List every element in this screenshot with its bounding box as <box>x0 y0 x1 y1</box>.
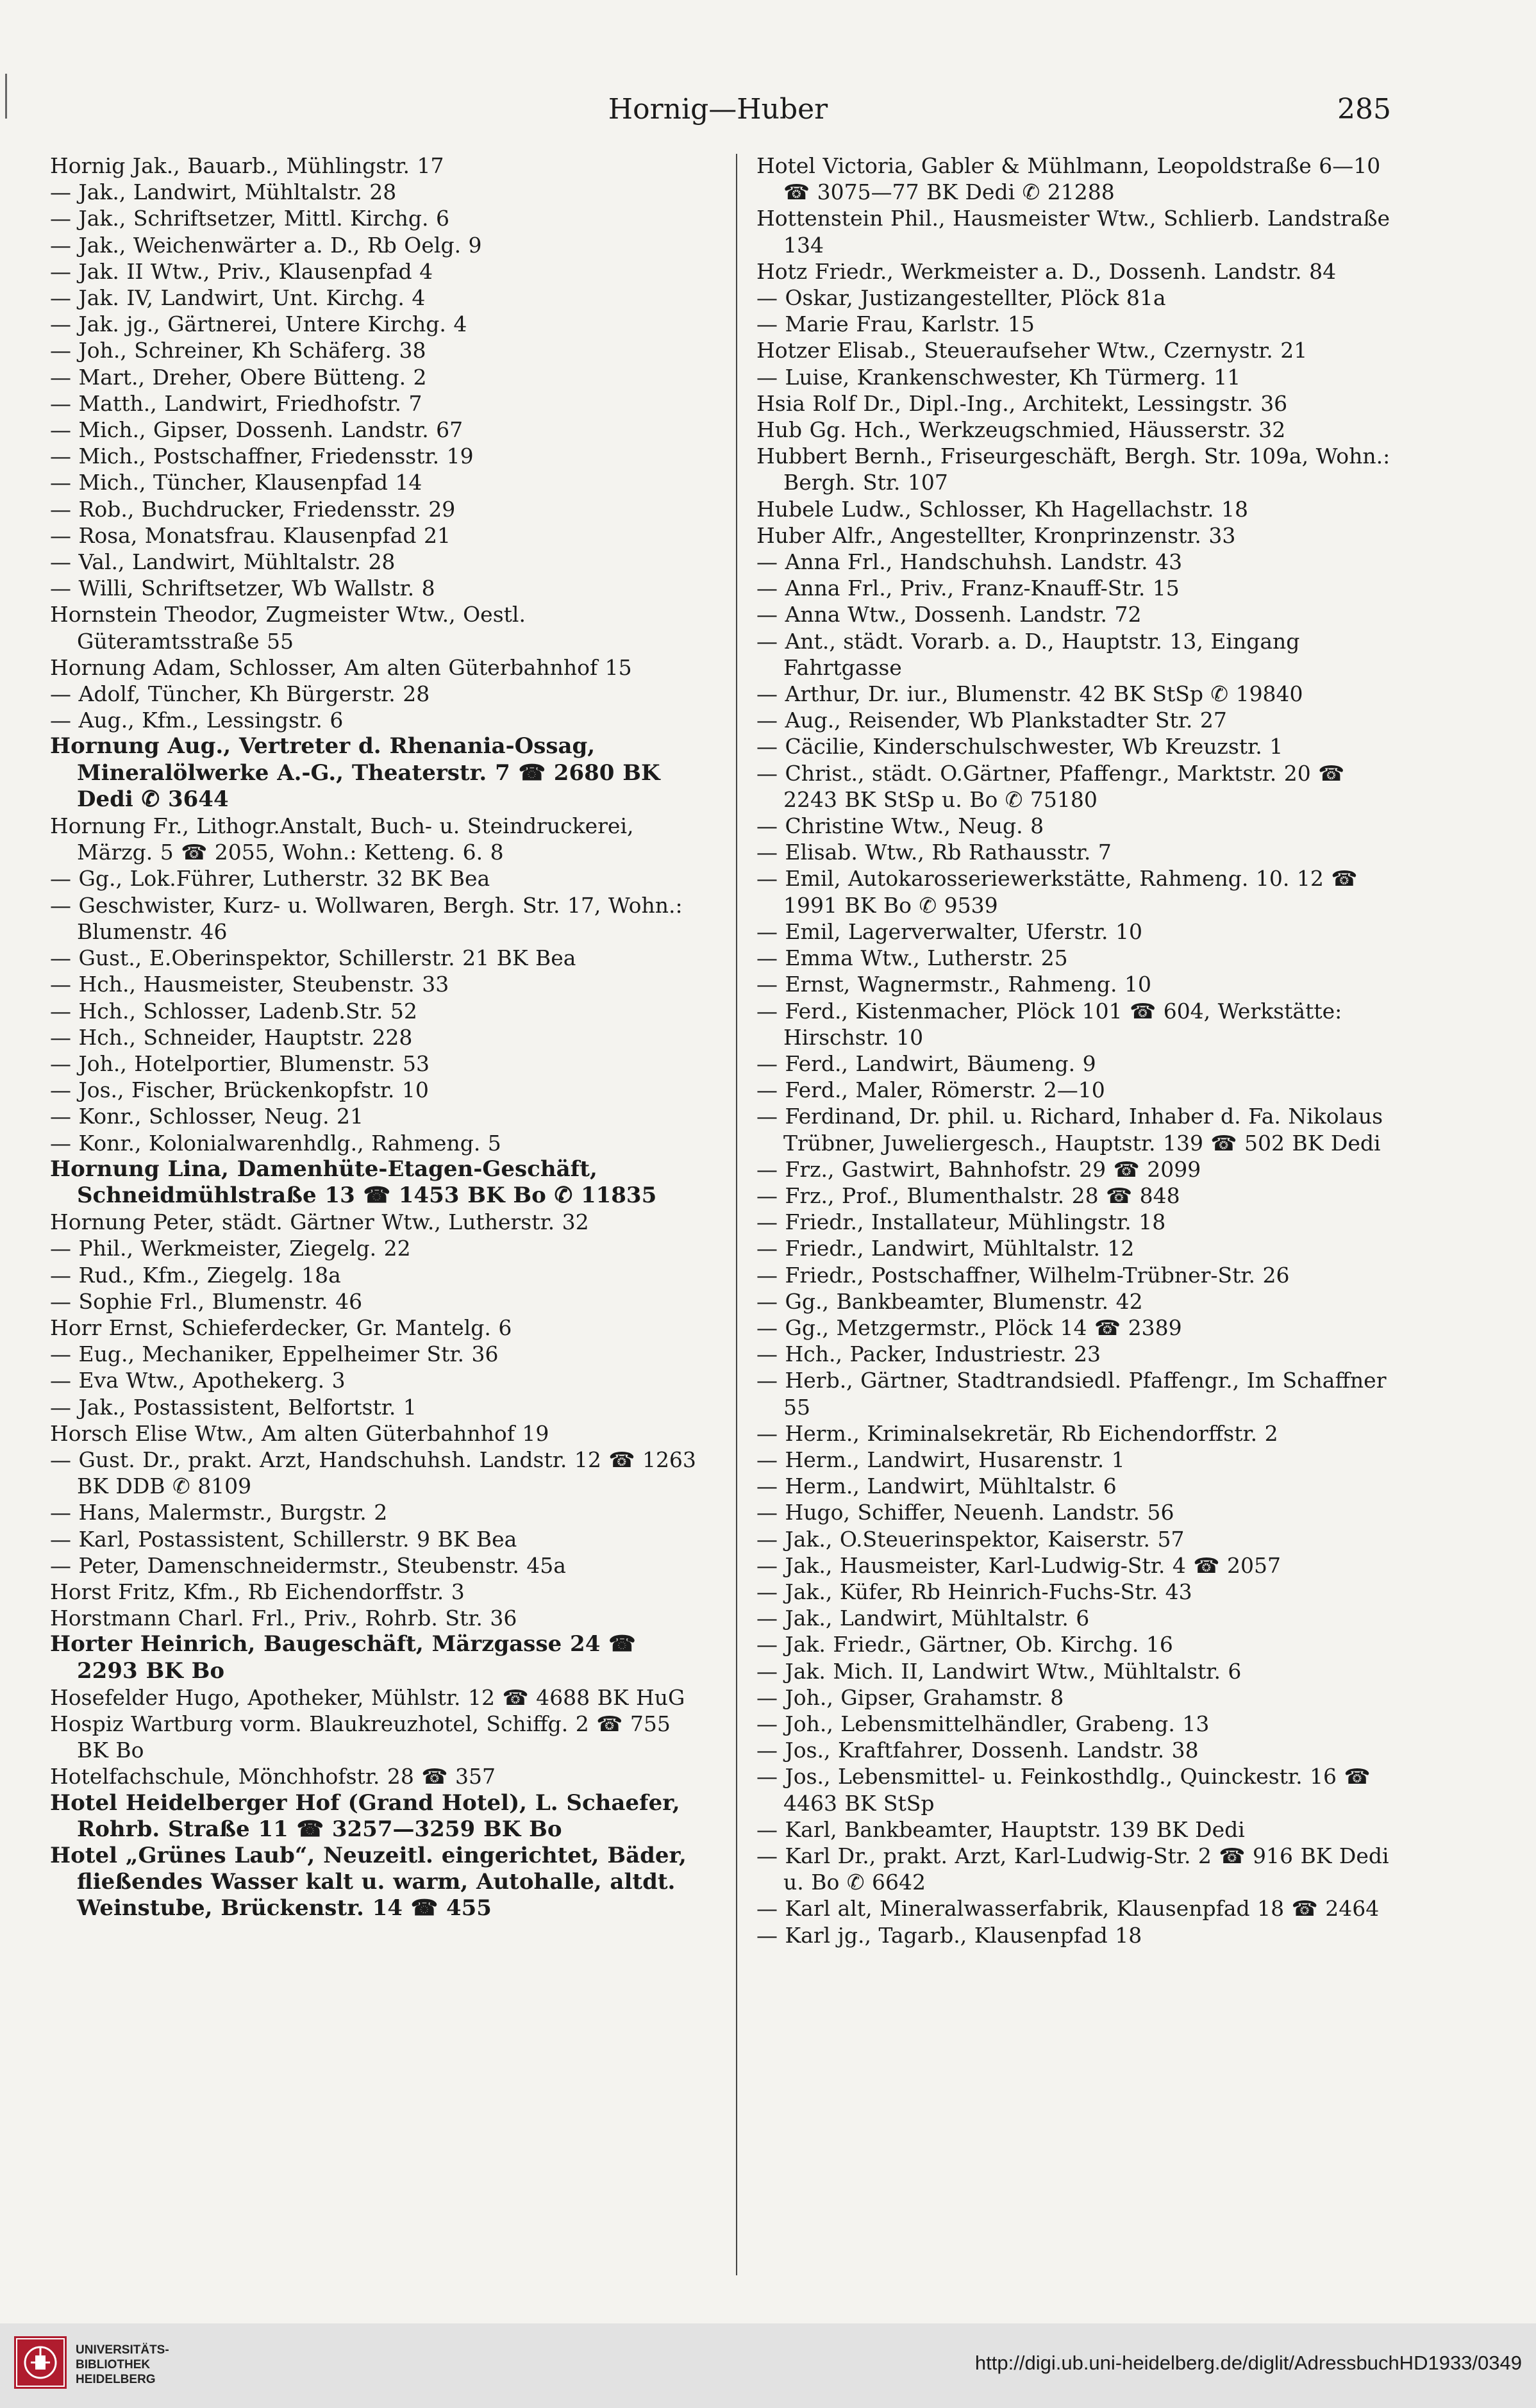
directory-entry: — Herb., Gärtner, Stadtrandsiedl. Pfaffengr., Im Schaffner 55 <box>756 1368 1387 1420</box>
directory-entry: Horter Heinrich, Baugeschäft, Märzgasse 24 ☎ 2293 BK Bo <box>50 1631 636 1684</box>
directory-entry: — Herm., Kriminalsekretär, Rb Eichendorffstr. 2 <box>756 1420 1278 1446</box>
directory-entry: — Frz., Prof., Blumenthalstr. 28 ☎ 848 <box>756 1183 1180 1208</box>
directory-entry: — Eug., Mechaniker, Eppelheimer Str. 36 <box>50 1341 499 1367</box>
directory-entry: — Eva Wtw., Apothekerg. 3 <box>50 1368 346 1393</box>
directory-entry: — Jak., Schriftsetzer, Mittl. Kirchg. 6 <box>50 206 449 231</box>
directory-entry: — Peter, Damenschneidermstr., Steubenstr. 45a <box>50 1552 566 1578</box>
directory-entry: — Elisab. Wtw., Rb Rathausstr. 7 <box>756 840 1112 865</box>
directory-entry: — Marie Frau, Karlstr. 15 <box>756 311 1035 337</box>
directory-entry: — Rob., Buchdrucker, Friedensstr. 29 <box>50 496 456 522</box>
directory-entry: — Hch., Hausmeister, Steubenstr. 33 <box>50 972 449 997</box>
directory-entry: — Willi, Schriftsetzer, Wb Wallstr. 8 <box>50 576 435 601</box>
directory-entry: — Mich., Gipser, Dossenh. Landstr. 67 <box>50 417 463 443</box>
directory-entry: — Gust. Dr., prakt. Arzt, Handschuhsh. Landstr. 12 ☎ 1263 BK DDB ✆ 8109 <box>50 1447 696 1499</box>
directory-entry: — Jak. II Wtw., Priv., Klausenpfad 4 <box>50 258 433 284</box>
directory-entry: Hub Gg. Hch., Werkzeugschmied, Häusserstr. 32 <box>756 417 1286 443</box>
directory-entry: Horsch Elise Wtw., Am alten Güterbahnhof 19 <box>50 1420 549 1446</box>
directory-entry: — Emil, Autokarosseriewerkstätte, Rahmeng. 10. 12 ☎ 1991 BK Bo ✆ 9539 <box>756 866 1358 918</box>
directory-entry: — Hugo, Schiffer, Neuenh. Landstr. 56 <box>756 1500 1174 1525</box>
directory-entry: — Joh., Lebensmittelhändler, Grabeng. 13 <box>756 1711 1210 1736</box>
directory-entry: Hotz Friedr., Werkmeister a. D., Dossenh. Landstr. 84 <box>756 258 1337 284</box>
directory-entry: — Gg., Bankbeamter, Blumenstr. 42 <box>756 1288 1143 1314</box>
directory-entry: — Gg., Metzgermstr., Plöck 14 ☎ 2389 <box>756 1315 1182 1340</box>
directory-entry: — Ferd., Landwirt, Bäumeng. 9 <box>756 1050 1096 1076</box>
directory-entry: — Hch., Schlosser, Ladenb.Str. 52 <box>50 998 417 1024</box>
directory-entry: — Friedr., Postschaffner, Wilhelm-Trübner-Str. 26 <box>756 1262 1290 1288</box>
directory-entry: — Adolf, Tüncher, Kh Bürgerstr. 28 <box>50 681 430 707</box>
directory-entry: Hornung Lina, Damenhüte-Etagen-Geschäft, Schneidmühlstraße 13 ☎ 1453 BK Bo ✆ 11835 <box>50 1156 657 1208</box>
directory-entry: — Hch., Schneider, Hauptstr. 228 <box>50 1024 413 1050</box>
directory-entry: Hospiz Wartburg vorm. Blaukreuzhotel, Schiffg. 2 ☎ 755 BK Bo <box>50 1711 671 1763</box>
directory-entry: — Emil, Lagerverwalter, Uferstr. 10 <box>756 918 1142 944</box>
directory-entry: Hornung Adam, Schlosser, Am alten Güterbahnhof 15 <box>50 654 632 680</box>
directory-entry: Huber Alfr., Angestellter, Kronprinzenstr. 33 <box>756 522 1236 548</box>
directory-entry: Hsia Rolf Dr., Dipl.-Ing., Architekt, Lessingstr. 36 <box>756 390 1288 416</box>
directory-entry: — Jak. Mich. II, Landwirt Wtw., Mühltalstr. 6 <box>756 1658 1242 1684</box>
directory-entry: Hornstein Theodor, Zugmeister Wtw., Oestl. Güteramtsstraße 55 <box>50 602 526 654</box>
library-name-line: UNIVERSITÄTS- <box>76 2343 169 2357</box>
directory-entry: — Ernst, Wagnermstr., Rahmeng. 10 <box>756 972 1151 997</box>
directory-entry: Horst Fritz, Kfm., Rb Eichendorffstr. 3 <box>50 1579 465 1604</box>
right-column <box>756 153 1404 1948</box>
library-name-line: HEIDELBERG <box>76 2373 156 2386</box>
directory-entry: — Friedr., Installateur, Mühlingstr. 18 <box>756 1209 1166 1235</box>
directory-entry: — Ferd., Maler, Römerstr. 2—10 <box>756 1077 1105 1103</box>
directory-entry: — Oskar, Justizangestellter, Plöck 81a <box>756 285 1166 311</box>
directory-entry: — Aug., Reisender, Wb Plankstadter Str. 27 <box>756 708 1227 733</box>
directory-entry: Hotel Victoria, Gabler & Mühlmann, Leopoldstraße 6—10 ☎ 3075—77 BK Dedi ✆ 21288 <box>756 153 1381 205</box>
directory-entry: — Val., Landwirt, Mühltalstr. 28 <box>50 549 396 575</box>
directory-entry: — Arthur, Dr. iur., Blumenstr. 42 BK StSp ✆ 19840 <box>756 681 1303 707</box>
directory-entry: — Mart., Dreher, Obere Bütteng. 2 <box>50 364 427 390</box>
directory-entry: — Jak. IV, Landwirt, Unt. Kirchg. 4 <box>50 285 426 311</box>
directory-entry: Hubele Ludw., Schlosser, Kh Hagellachstr. 18 <box>756 496 1248 522</box>
directory-entry: Hosefelder Hugo, Apotheker, Mühlstr. 12 ☎ 4688 BK HuG <box>50 1684 685 1710</box>
directory-entry: — Mich., Tüncher, Klausenpfad 14 <box>50 470 422 495</box>
directory-entry: — Konr., Kolonialwarenhdlg., Rahmeng. 5 <box>50 1130 501 1156</box>
directory-entry: — Christine Wtw., Neug. 8 <box>756 813 1044 839</box>
directory-entry: — Jak., Postassistent, Belfortstr. 1 <box>50 1394 417 1420</box>
column-divider <box>736 154 737 2275</box>
directory-entry: — Karl alt, Mineralwasserfabrik, Klausenpfad 18 ☎ 2464 <box>756 1896 1380 1922</box>
directory-entry: — Jos., Fischer, Brückenkopfstr. 10 <box>50 1077 429 1103</box>
page-header <box>45 93 1391 131</box>
directory-entry: — Jak., O.Steuerinspektor, Kaiserstr. 57 <box>756 1526 1185 1552</box>
directory-entry: — Jak. Friedr., Gärtner, Ob. Kirchg. 16 <box>756 1632 1173 1657</box>
directory-entry: — Emma Wtw., Lutherstr. 25 <box>756 945 1068 971</box>
directory-entry: — Luise, Krankenschwester, Kh Türmerg. 11 <box>756 364 1241 390</box>
directory-entry: — Anna Frl., Handschuhsh. Landstr. 43 <box>756 549 1183 575</box>
running-title: Hornig—Huber <box>608 93 828 126</box>
directory-entry: — Frz., Gastwirt, Bahnhofstr. 29 ☎ 2099 <box>756 1156 1201 1182</box>
directory-entry: — Gg., Lok.Führer, Lutherstr. 32 BK Bea <box>50 866 490 892</box>
margin-mark <box>5 74 7 119</box>
page-number: 285 <box>1337 93 1391 126</box>
library-name-line: BIBLIOTHEK <box>76 2358 151 2371</box>
directory-entry: Hubbert Bernh., Friseurgeschäft, Bergh. Str. 109a, Wohn.: Bergh. Str. 107 <box>756 444 1390 495</box>
directory-entry: — Geschwister, Kurz- u. Wollwaren, Bergh. Str. 17, Wohn.: Blumenstr. 46 <box>50 892 683 944</box>
library-name <box>76 2343 217 2387</box>
directory-entry: Horstmann Charl. Frl., Priv., Rohrb. Str. 36 <box>50 1606 517 1631</box>
directory-entry: Hottenstein Phil., Hausmeister Wtw., Schlierb. Landstraße 134 <box>756 206 1390 258</box>
directory-entry: — Jak., Küfer, Rb Heinrich-Fuchs-Str. 43 <box>756 1579 1192 1604</box>
directory-entry: — Karl Dr., prakt. Arzt, Karl-Ludwig-Str. 2 ☎ 916 BK Dedi u. Bo ✆ 6642 <box>756 1843 1389 1895</box>
directory-entry: — Ferd., Kistenmacher, Plöck 101 ☎ 604, Werkstätte: Hirschstr. 10 <box>756 998 1342 1050</box>
left-column <box>50 153 697 1922</box>
directory-entry: — Sophie Frl., Blumenstr. 46 <box>50 1288 363 1314</box>
directory-entry: — Joh., Schreiner, Kh Schäferg. 38 <box>50 338 426 363</box>
directory-entry: Hornung Aug., Vertreter d. Rhenania-Ossag, Mineralölwerke A.-G., Theaterstr. 7 ☎ 2680 BK Dedi ✆ 3644 <box>50 733 660 812</box>
directory-entry: — Karl, Bankbeamter, Hauptstr. 139 BK Dedi <box>756 1816 1245 1842</box>
directory-entry: — Cäcilie, Kinderschulschwester, Wb Kreuzstr. 1 <box>756 734 1283 760</box>
directory-entry: — Jak., Hausmeister, Karl-Ludwig-Str. 4 ☎ 2057 <box>756 1552 1281 1578</box>
directory-entry: — Hch., Packer, Industriestr. 23 <box>756 1341 1101 1367</box>
directory-entry: — Gust., E.Oberinspektor, Schillerstr. 21 BK Bea <box>50 945 576 971</box>
directory-entry: — Anna Frl., Priv., Franz-Knauff-Str. 15 <box>756 576 1180 601</box>
directory-entry: — Jak., Landwirt, Mühltalstr. 28 <box>50 179 397 205</box>
directory-entry: — Hans, Malermstr., Burgstr. 2 <box>50 1500 388 1525</box>
directory-entry: Hornung Fr., Lithogr.Anstalt, Buch- u. Steindruckerei, Märzg. 5 ☎ 2055, Wohn.: Ketteng. 6. 8 <box>50 813 634 865</box>
directory-entry: — Karl, Postassistent, Schillerstr. 9 BK Bea <box>50 1526 517 1552</box>
footer-bar <box>0 2323 1536 2408</box>
directory-entry: — Jos., Kraftfahrer, Dossenh. Landstr. 38 <box>756 1738 1199 1763</box>
directory-entry: Hornung Peter, städt. Gärtner Wtw., Lutherstr. 32 <box>50 1209 589 1235</box>
directory-entry: — Jos., Lebensmittel- u. Feinkosthdlg., Quinckestr. 16 ☎ 4463 BK StSp <box>756 1764 1371 1816</box>
directory-entry: — Friedr., Landwirt, Mühltalstr. 12 <box>756 1236 1135 1261</box>
source-url-link[interactable]: http://digi.ub.uni-heidelberg.de/diglit/AdressbuchHD1933/0349 <box>974 2352 1522 2374</box>
directory-entry: — Matth., Landwirt, Friedhofstr. 7 <box>50 390 422 416</box>
directory-entry: Hotzer Elisab., Steueraufseher Wtw., Czernystr. 21 <box>756 338 1308 363</box>
directory-entry: — Ant., städt. Vorarb. a. D., Hauptstr. 13, Eingang Fahrtgasse <box>756 628 1300 680</box>
directory-entry: — Aug., Kfm., Lessingstr. 6 <box>50 708 344 733</box>
directory-entry: — Karl jg., Tagarb., Klausenpfad 18 <box>756 1922 1142 1948</box>
directory-entry: Hotel „Grünes Laub“, Neuzeitl. eingerichtet, Bäder, fließendes Wasser kalt u. warm, Autohalle, altdt. Weinstube, Brückenstr. 14 ☎ 455 <box>50 1843 687 1922</box>
directory-entry: — Konr., Schlosser, Neug. 21 <box>50 1104 364 1129</box>
directory-entry: — Anna Wtw., Dossenh. Landstr. 72 <box>756 602 1142 627</box>
directory-entry: — Jak., Landwirt, Mühltalstr. 6 <box>756 1606 1090 1631</box>
directory-entry: — Jak. jg., Gärtnerei, Untere Kirchg. 4 <box>50 311 467 337</box>
directory-entry: — Rud., Kfm., Ziegelg. 18a <box>50 1262 341 1288</box>
directory-entry: Hotel Heidelberger Hof (Grand Hotel), L. Schaefer, Rohrb. Straße 11 ☎ 3257—3259 BK Bo <box>50 1789 680 1842</box>
directory-entry: — Herm., Landwirt, Husarenstr. 1 <box>756 1447 1125 1472</box>
directory-entry: — Jak., Weichenwärter a. D., Rb Oelg. 9 <box>50 232 482 258</box>
directory-entry: — Rosa, Monatsfrau. Klausenpfad 21 <box>50 522 451 548</box>
directory-entry: — Joh., Hotelportier, Blumenstr. 53 <box>50 1050 430 1076</box>
directory-entry: — Herm., Landwirt, Mühltalstr. 6 <box>756 1474 1117 1499</box>
directory-entry: — Phil., Werkmeister, Ziegelg. 22 <box>50 1236 411 1261</box>
directory-entry: Hornig Jak., Bauarb., Mühlingstr. 17 <box>50 153 444 178</box>
directory-entry: — Ferdinand, Dr. phil. u. Richard, Inhaber d. Fa. Nikolaus Trübner, Juweliergesch., Hauptstr. 139 ☎ 502 BK Dedi <box>756 1104 1383 1156</box>
directory-entry: — Christ., städt. O.Gärtner, Pfaffengr., Marktstr. 20 ☎ 2243 BK StSp u. Bo ✆ 75180 <box>756 760 1345 812</box>
directory-entry: Horr Ernst, Schieferdecker, Gr. Mantelg. 6 <box>50 1315 512 1340</box>
directory-entry: Hotelfachschule, Mönchhofstr. 28 ☎ 357 <box>50 1764 496 1789</box>
directory-entry: — Mich., Postschaffner, Friedensstr. 19 <box>50 444 474 469</box>
university-seal-icon[interactable] <box>14 2336 67 2389</box>
directory-entry: — Joh., Gipser, Grahamstr. 8 <box>756 1684 1064 1710</box>
